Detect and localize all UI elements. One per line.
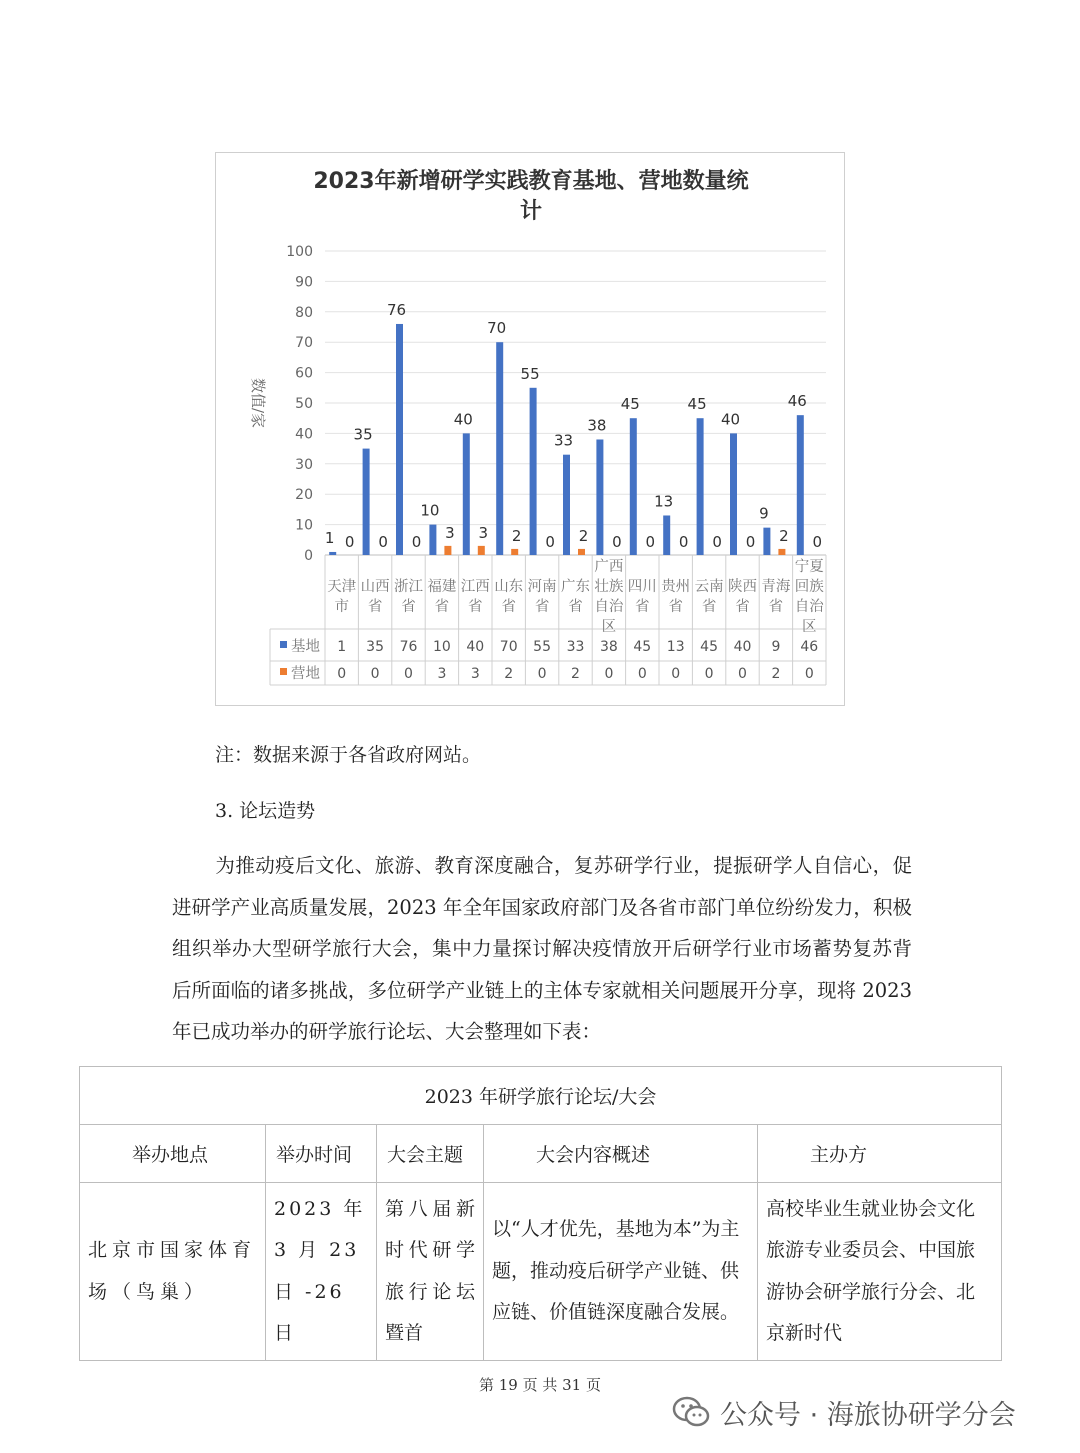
table-value-camp: 2 [771,666,781,682]
x-tick-label: 市 [334,599,349,615]
bar-base [763,528,770,555]
data-label-base: 13 [654,492,674,511]
chart-frame [215,152,845,706]
data-label-base: 45 [687,395,707,414]
x-tick-label: 天津 [327,579,357,595]
data-label-camp: 3 [478,523,489,542]
cell-theme: 第八届新时代研学旅行论坛暨首 [377,1183,484,1361]
bar-base [463,433,470,555]
data-label-camp: 0 [745,533,756,551]
y-tick-label: 80 [295,304,313,321]
table-value-base: 46 [800,639,819,655]
data-label-base: 38 [587,416,607,435]
data-label-base: 40 [720,410,741,429]
data-label-base: 1 [324,528,335,547]
y-tick-label: 60 [295,365,313,382]
bar-base [396,324,403,555]
x-tick-label: 浙江 [394,579,423,595]
header-summary: 大会内容概述 [484,1125,758,1183]
y-tick-label: 70 [295,335,313,352]
x-tick-label: 陕西 [728,579,757,595]
x-tick-label: 四川 [627,579,657,595]
x-tick-label: 江西 [460,579,490,595]
bar-camp [511,549,518,555]
table-value-camp: 0 [604,666,614,682]
table-value-base: 35 [366,639,385,655]
table-value-base: 38 [599,639,618,655]
data-label-camp: 3 [445,523,455,542]
x-tick-label: 省 [501,599,516,615]
x-tick-label: 省 [367,599,383,615]
table-value-camp: 0 [537,666,547,682]
table-value-camp: 0 [337,666,347,682]
x-tick-label: 回族 [794,579,824,595]
x-tick-label: 宁夏 [794,559,824,575]
table-value-base: 55 [533,639,552,655]
bar-base [329,552,336,555]
table-value-camp: 0 [404,666,413,682]
data-label-base: 10 [420,501,440,520]
data-label-camp: 0 [678,533,689,551]
table-caption: 2023 年研学旅行论坛/大会 [80,1067,1002,1125]
x-tick-label: 省 [735,599,750,615]
y-tick-label: 100 [286,244,313,260]
y-tick-label: 10 [295,517,313,534]
y-tick-label: 50 [295,396,313,412]
bar-camp [444,546,451,555]
bar-base [496,342,503,555]
data-label-camp: 0 [612,533,622,551]
table-value-camp: 3 [437,666,447,682]
table-value-base: 9 [771,639,781,655]
x-tick-label: 省 [668,599,683,615]
data-label-camp: 0 [812,533,823,551]
data-label-camp: 0 [545,533,555,551]
data-label-base: 35 [353,425,373,444]
chart-title-line2: 计 [519,199,542,224]
bar-chart [216,153,846,707]
cell-time: 2023 年 3 月 23 日 -26 日 [266,1183,377,1361]
data-label-camp: 2 [511,526,522,545]
x-tick-label: 区 [802,619,817,635]
y-tick-label: 40 [295,426,313,443]
table-value-camp: 2 [504,666,514,682]
x-tick-label: 青海 [761,579,791,595]
x-tick-label: 省 [635,599,650,615]
cell-location: 北京市国家体育场（鸟巢） [80,1183,266,1361]
x-tick-label: 山东 [494,579,524,595]
x-tick-label: 省 [701,599,717,615]
data-label-base: 45 [620,395,640,414]
chart-title-line1: 2023年新增研学实践教育基地、营地数量统 [313,169,749,194]
data-label-camp: 0 [645,533,656,551]
bar-camp [478,546,485,555]
bar-base [663,515,670,555]
table-value-camp: 0 [704,666,714,682]
x-tick-label: 贵州 [661,579,691,595]
table-value-camp: 3 [470,666,480,682]
x-tick-label: 山西 [360,579,390,595]
x-tick-label: 自治 [794,599,824,615]
bar-base [563,455,570,555]
x-tick-label: 省 [768,599,784,615]
data-label-camp: 0 [411,533,422,551]
table-value-base: 45 [700,639,719,655]
x-tick-label: 云南 [694,579,724,595]
table-value-camp: 0 [671,666,681,682]
data-label-base: 76 [386,300,407,319]
legend-swatch-camp [280,668,287,675]
header-organizer: 主办方 [758,1125,1002,1183]
bar-base [697,418,704,555]
header-theme: 大会主题 [377,1125,484,1183]
legend-swatch-base [280,641,287,648]
x-tick-label: 广西 [594,559,624,575]
table-value-camp: 0 [804,666,814,682]
y-tick-label: 20 [295,487,313,504]
data-label-camp: 2 [578,526,589,545]
watermark-text: 公众号 · 海旅协研学分会 [720,1399,1016,1431]
body-paragraph-text: 为推动疫后文化、旅游、教育深度融合，复苏研学行业，提振研学人自信心，促进研学产业高质量发展，2023 年全年国家政府部门及各省市部门单位纷纷发力，积极组织举办大型研学旅行大会，集中力量探讨解决疫情放开后研学行业市场蓄势复苏背后所面临的诸多挑战，多位研学产业链上的主体专家就相关问题展开分享，现将 2023 年已成功举办的研学旅行论坛、大会整理如下表： [172,854,912,1043]
bar-base [596,439,603,555]
y-tick-label: 0 [304,548,313,564]
bar-camp [578,549,585,555]
bar-base [797,415,804,555]
table-value-camp: 0 [637,666,647,682]
x-tick-label: 福建 [427,579,457,595]
y-tick-label: 30 [295,456,313,473]
y-tick-label: 90 [295,274,313,291]
x-tick-label: 自治 [594,599,624,615]
legend-label-camp: 营地 [291,666,320,682]
table-value-camp: 0 [370,666,380,682]
x-tick-label: 壮族 [594,579,624,595]
header-location: 举办地点 [80,1125,266,1183]
data-label-base: 40 [453,410,473,429]
bar-base [630,418,637,555]
page-footer: 第 19 页 共 31 页 [478,1376,601,1394]
watermark [672,1392,1016,1432]
table-value-base: 40 [733,639,752,655]
body-paragraph [172,845,912,1053]
table-value-base: 40 [466,639,485,655]
cell-organizer: 高校毕业生就业协会文化旅游专业委员会、中国旅游协会研学旅行分会、北京新时代 [758,1183,1002,1361]
data-label-base: 55 [520,364,540,383]
legend-label-base: 基地 [291,639,320,655]
x-tick-label: 广东 [561,579,590,595]
table-value-base: 70 [499,639,518,655]
bar-base [730,433,737,555]
table-value-base: 13 [666,639,685,655]
section-heading: 3. 论坛造势 [215,800,316,822]
x-tick-label: 河南 [527,579,557,595]
x-tick-label: 区 [601,619,617,635]
bar-base [429,525,436,555]
header-time: 举办时间 [266,1125,377,1183]
bar-base [530,388,537,555]
y-axis-label: 数值/家 [249,377,267,429]
data-label-camp: 2 [779,526,789,545]
bar-base [363,449,370,555]
x-tick-label: 省 [534,599,550,615]
x-tick-label: 省 [568,599,583,615]
table-value-base: 10 [432,639,451,655]
table-value-base: 45 [633,639,652,655]
data-label-base: 9 [759,504,769,523]
x-tick-label: 省 [401,599,416,615]
wechat-icon [672,1395,710,1429]
x-tick-label: 省 [434,599,450,615]
data-label-camp: 0 [712,533,722,551]
table-value-base: 1 [337,639,347,655]
data-source-note: 注：数据来源于各省政府网站。 [215,744,482,766]
table-value-base: 76 [399,639,418,655]
data-label-camp: 0 [344,533,355,551]
forum-table [79,1066,1002,1361]
table-value-base: 33 [566,639,585,655]
table-value-camp: 2 [571,666,580,682]
data-label-camp: 0 [378,533,388,551]
cell-summary: 以“人才优先，基地为本”为主题，推动疫后研学产业链、供应链、价值链深度融合发展。 [484,1183,758,1361]
data-label-base: 46 [787,392,807,411]
x-tick-label: 省 [468,599,483,615]
data-label-base: 33 [553,431,574,450]
data-label-base: 70 [487,319,507,338]
table-value-camp: 0 [738,666,747,682]
bar-camp [778,549,785,555]
